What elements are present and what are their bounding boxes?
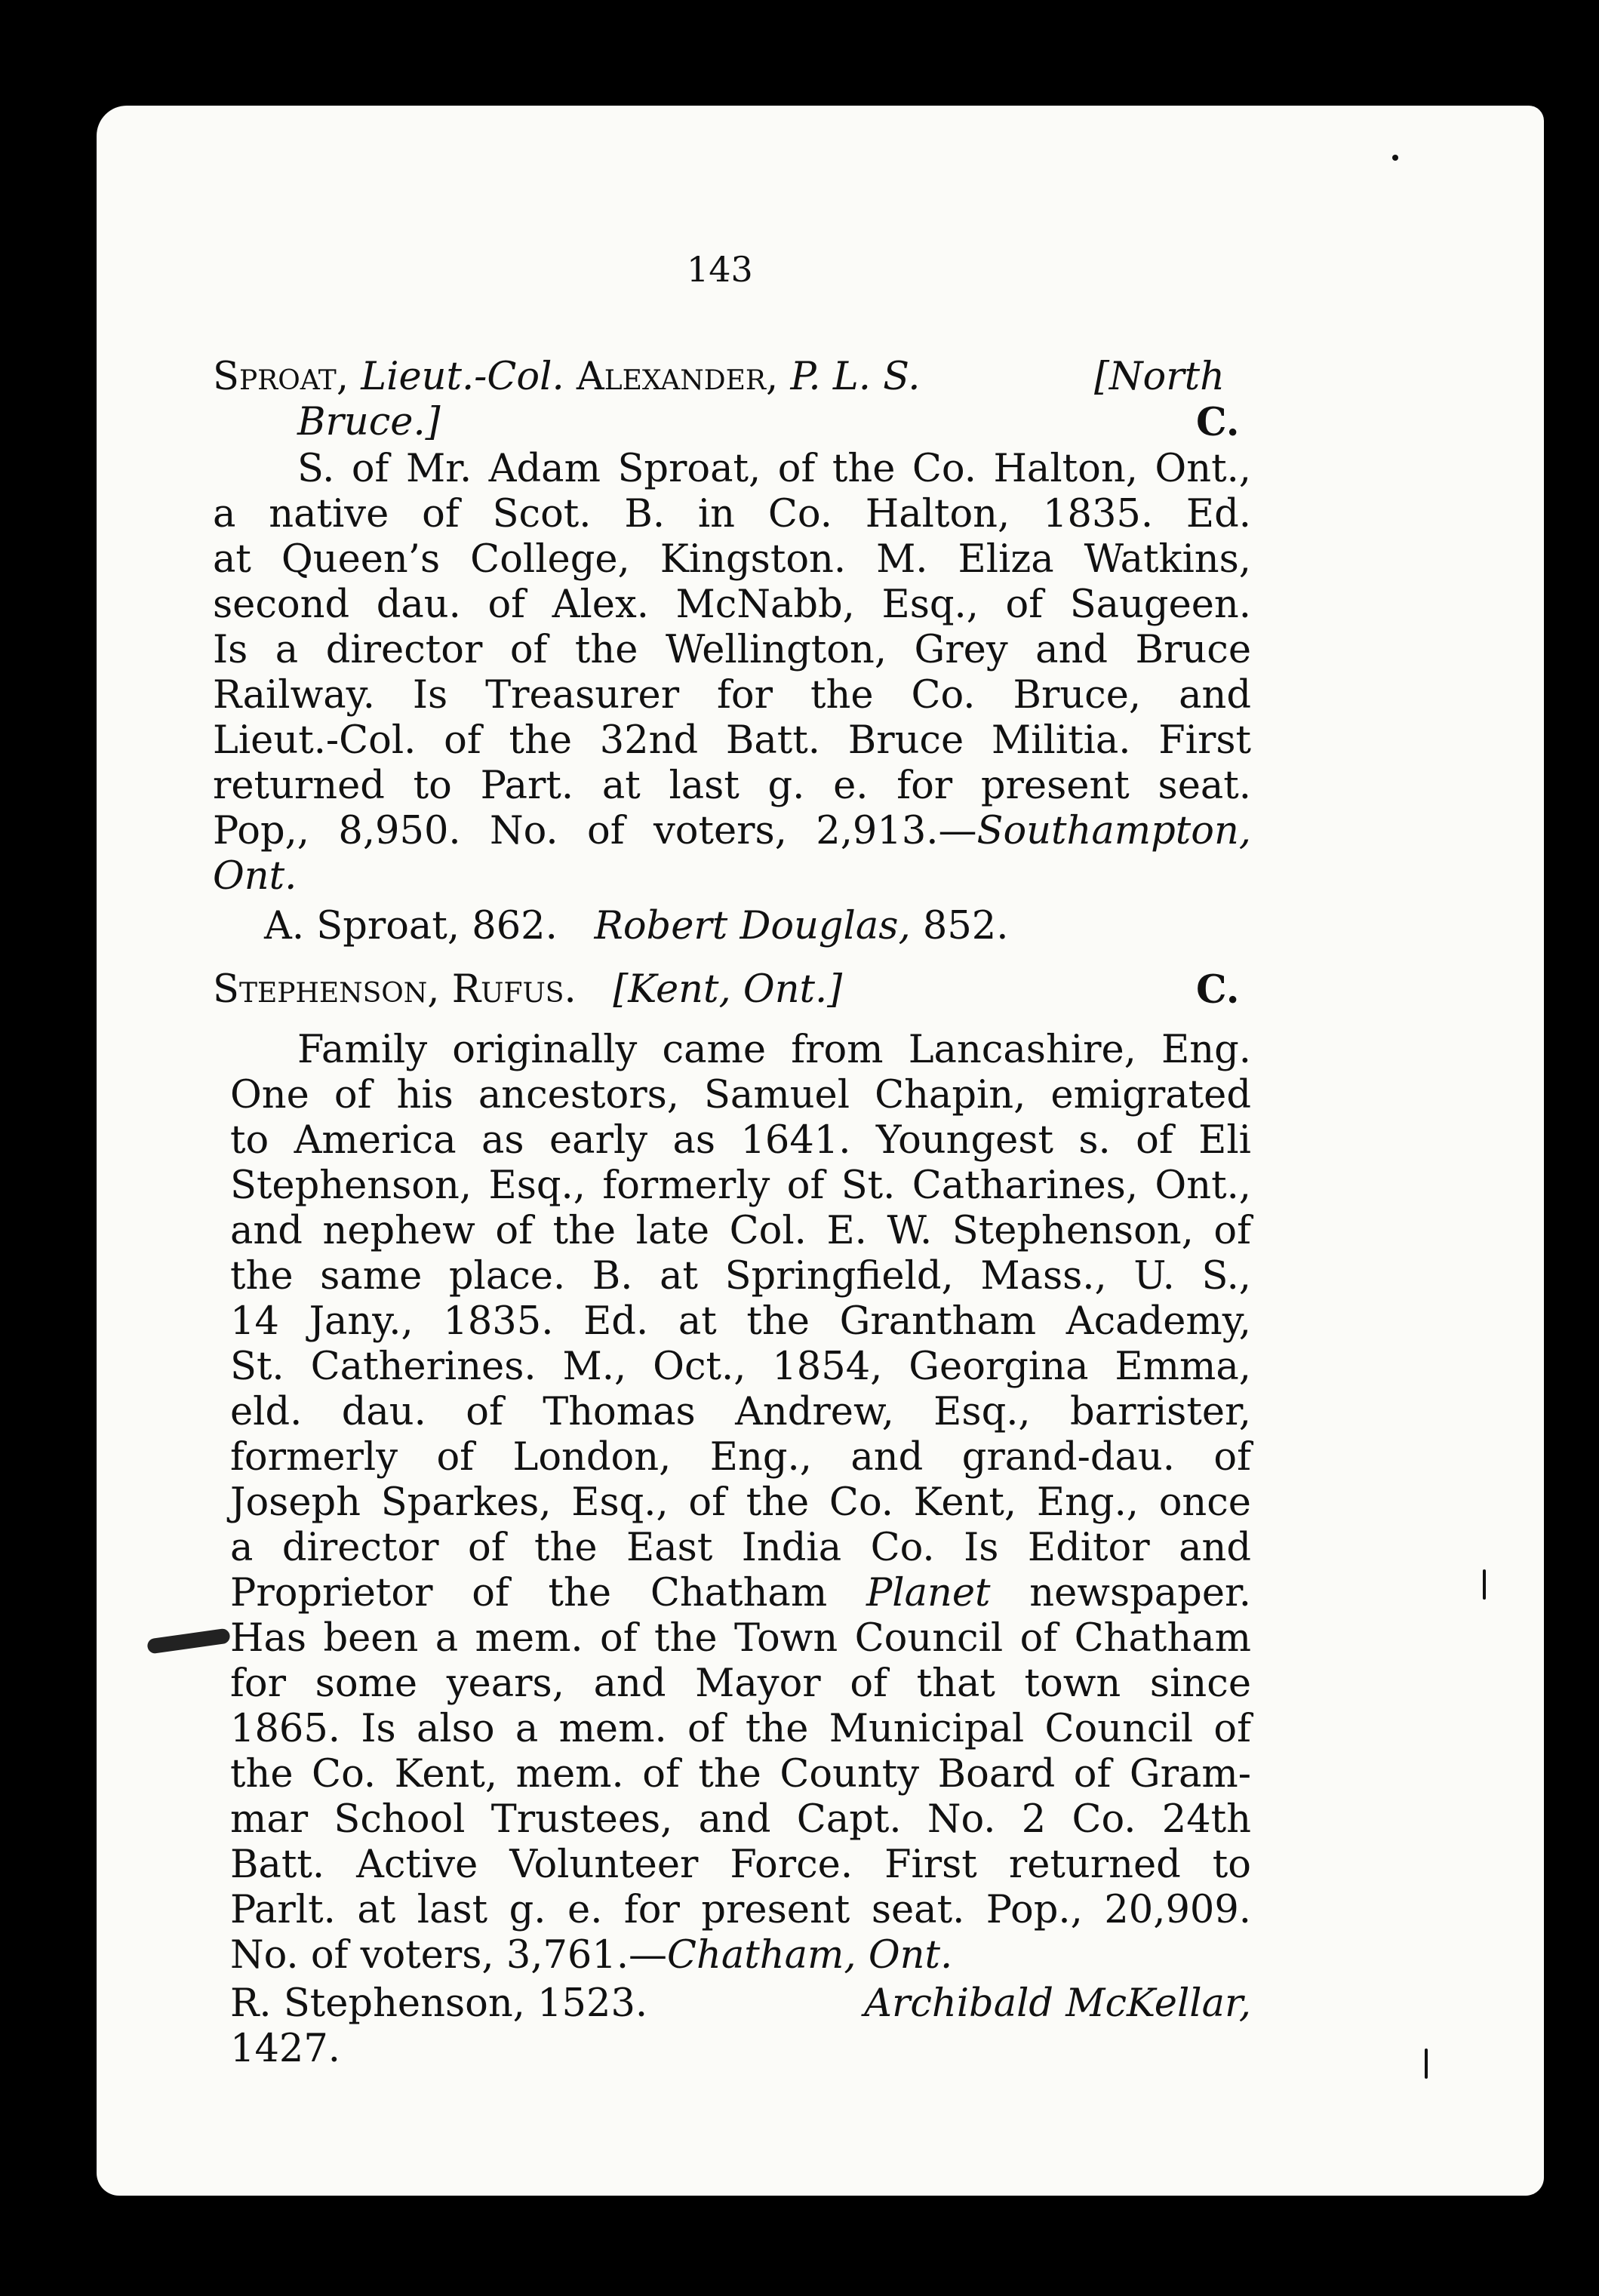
party-badge: C.	[1196, 400, 1240, 445]
surname: Sproat,	[213, 355, 349, 399]
bio-line: Lieut.-Col. of the 32nd Batt. Bruce Militia. First	[213, 718, 1251, 763]
bio-line: the same place. B. at Springfield, Mass., U. S.,	[230, 1254, 1251, 1299]
bio-line: eld. dau. of Thomas Andrew, Esq., barrister,	[230, 1390, 1251, 1434]
bio-line: Is a director of the Wellington, Grey and Bruce	[213, 628, 1251, 672]
bio-line: 1865. Is also a mem. of the Municipal Council of	[230, 1707, 1251, 1751]
bio-line: Joseph Sparkes, Esq., of the Co. Kent, Eng., once	[230, 1480, 1251, 1525]
surname: Stephenson,	[213, 967, 440, 1012]
entry-heading-sproat	[213, 355, 920, 400]
winner: A. Sproat, 862.	[264, 904, 558, 948]
loser-votes: 852.	[922, 904, 1009, 948]
bio-line: S. of Mr. Adam Sproat, of the Co. Halton, Ont.,	[297, 447, 1251, 491]
constituency: [North	[1094, 355, 1225, 399]
bio-line: the Co. Kent, mem. of the County Board of Gram-	[230, 1752, 1251, 1797]
election-result	[230, 1981, 1251, 2027]
bio-line: formerly of London, Eng., and grand-dau. of	[230, 1435, 1251, 1480]
loser: Robert Douglas,	[594, 904, 911, 948]
bio-line: second dau. of Alex. McNabb, Esq., of Saugeen.	[213, 582, 1251, 627]
address-cont: Ont.	[213, 854, 297, 899]
bio-line: Has been a mem. of the Town Council of Chatham	[230, 1616, 1251, 1661]
scan-speck	[1483, 1569, 1486, 1600]
bio-line: St. Catherines. M., Oct., 1854, Georgina Emma,	[230, 1345, 1251, 1389]
bio-line: One of his ancestors, Samuel Chapin, emigrated	[230, 1073, 1251, 1117]
constituency: [Kent, Ont.]	[613, 967, 843, 1012]
bio-text: Proprietor of the Chatham	[230, 1571, 828, 1615]
designation: P. L. S.	[790, 355, 921, 399]
bio-line: and nephew of the late Col. E. W. Stephenson, of	[230, 1209, 1251, 1253]
bio-line	[213, 809, 1251, 854]
entry-heading-stephenson	[213, 967, 842, 1013]
bio-line	[230, 1571, 1251, 1616]
bio-text: No. of voters, 3,761.—	[230, 1933, 668, 1978]
scan-speck	[1392, 155, 1398, 161]
bio-text: Pop,, 8,950. No. of voters, 2,913.—	[213, 809, 977, 853]
bio-line: for some years, and Mayor of that town since	[230, 1661, 1251, 1706]
bio-line: returned to Part. at last g. e. for present seat.	[213, 764, 1251, 808]
bio-line: a director of the East India Co. Is Editor and	[230, 1526, 1251, 1570]
bio-line: Family originally came from Lancashire, Eng.	[297, 1028, 1251, 1072]
bio-line: 14 Jany., 1835. Ed. at the Grantham Academy,	[230, 1299, 1251, 1344]
bio-line: a native of Scot. B. in Co. Halton, 1835. Ed.	[213, 492, 1251, 536]
bio-line: at Queen’s College, Kingston. M. Eliza Watkins,	[213, 537, 1251, 582]
newspaper-title: Planet	[866, 1571, 991, 1615]
bio-line: Stephenson, Esq., formerly of St. Catharines, Ont.,	[230, 1163, 1251, 1208]
bio-line: Parlt. at last g. e. for present seat. Pop., 20,909.	[230, 1888, 1251, 1932]
bio-line: mar School Trustees, and Capt. No. 2 Co. 24th	[230, 1797, 1251, 1842]
bio-line: Railway. Is Treasurer for the Co. Bruce, and	[213, 673, 1251, 718]
constituency-cont: Bruce.]	[297, 400, 441, 444]
winner: R. Stephenson, 1523.	[230, 1981, 648, 2026]
loser: Archibald McKellar,	[864, 1981, 1251, 2026]
bio-line: to America as early as 1641. Youngest s. of Eli	[230, 1118, 1251, 1163]
given-name: Alexander,	[576, 355, 779, 399]
address: Southampton,	[976, 809, 1251, 853]
given-name: Rufus.	[451, 967, 577, 1012]
page-number: 143	[687, 249, 753, 290]
scan-speck	[1425, 2049, 1428, 2079]
bio-line: Batt. Active Volunteer Force. First returned to	[230, 1843, 1251, 1887]
election-result	[264, 904, 1008, 949]
party-badge: C.	[1196, 967, 1240, 1013]
bio-text: newspaper.	[1029, 1571, 1251, 1615]
rank: Lieut.-Col.	[361, 355, 564, 399]
bio-line	[230, 1933, 1251, 1978]
address: Chatham, Ont.	[667, 1933, 953, 1978]
loser-votes: 1427.	[230, 2027, 341, 2071]
